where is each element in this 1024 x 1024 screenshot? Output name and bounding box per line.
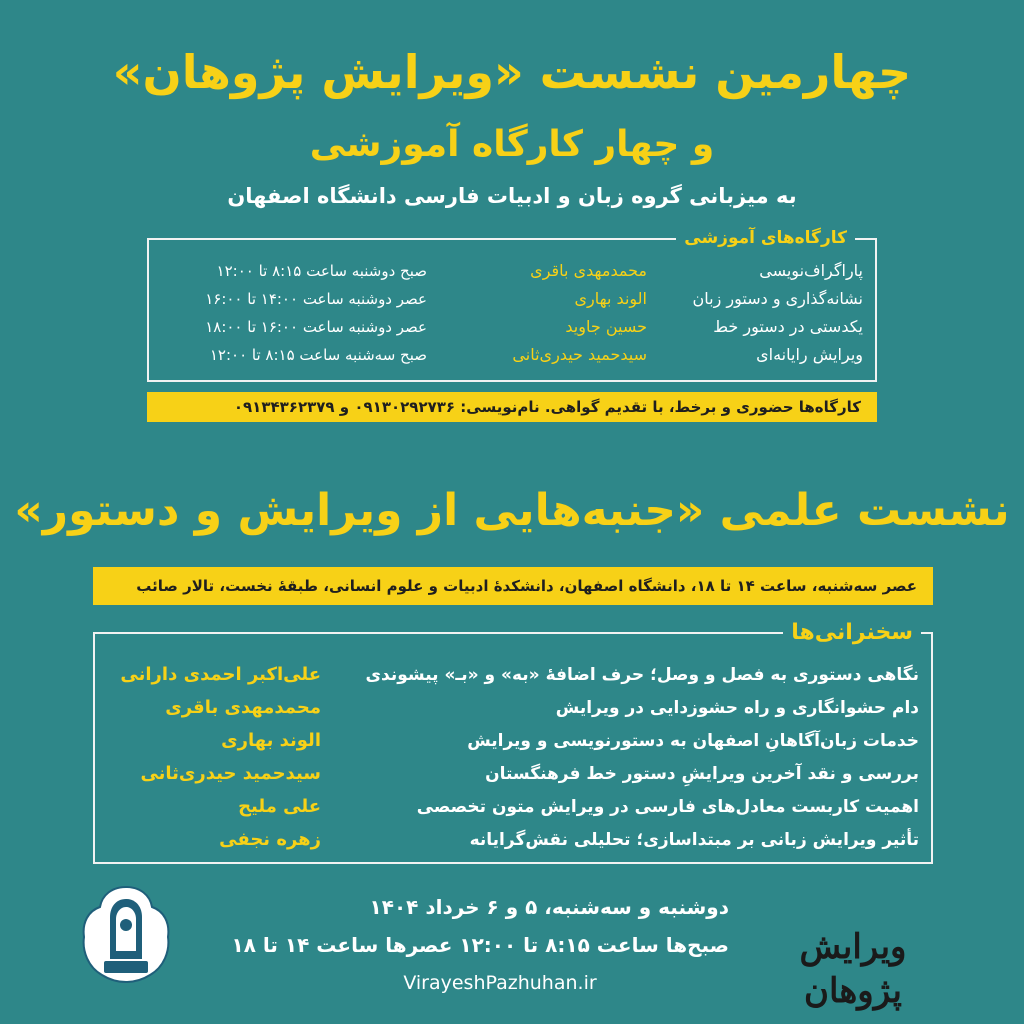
workshop-row: [149, 286, 875, 314]
workshop-time: صبح دوشنبه ساعت ۸:۱۵ تا ۱۲:۰۰: [216, 262, 427, 280]
talk-row: [95, 825, 931, 858]
workshop-row: [149, 258, 875, 286]
workshops-label: کارگاه‌های آموزشی: [676, 225, 855, 251]
workshop-time: عصر دوشنبه ساعت ۱۶:۰۰ تا ۱۸:۰۰: [205, 318, 427, 336]
session-info-bar: عصر سه‌شنبه، ساعت ۱۴ تا ۱۸، دانشگاه اصفهان، دانشکدهٔ ادبیات و علوم انسانی، طبقهٔ نخست، تالار صائب: [93, 567, 933, 605]
workshop-title: یکدستی در دستور خط: [713, 317, 863, 336]
speakers-box: [93, 620, 933, 864]
talk-row: [95, 660, 931, 693]
event-dates: دوشنبه و سه‌شنبه، ۵ و ۶ خرداد ۱۴۰۴: [369, 895, 729, 919]
workshop-title: پاراگراف‌نویسی: [759, 261, 863, 280]
main-title: چهارمین نشست «ویرایش پژوهان»: [112, 45, 912, 99]
session-title: نشست علمی «جنبه‌هایی از ویرایش و دستور»: [14, 485, 1010, 536]
workshops-box: [147, 228, 877, 382]
talk-speaker: محمدمهدی باقری: [165, 697, 321, 718]
workshop-title: ویرایش رایانه‌ای: [756, 345, 863, 364]
workshop-row: [149, 314, 875, 342]
workshop-teacher: محمدمهدی باقری: [530, 261, 647, 280]
workshop-teacher: حسین جاوید: [565, 317, 647, 336]
talk-speaker: الوند بهاری: [221, 730, 321, 751]
host-line: به میزبانی گروه زبان و ادبیات فارسی دانشگاه اصفهان: [227, 184, 797, 208]
workshop-time: عصر دوشنبه ساعت ۱۴:۰۰ تا ۱۶:۰۰: [205, 290, 427, 308]
talk-title: بررسی و نقد آخرین ویرایشِ دستور خط فرهنگستان: [485, 764, 919, 784]
workshop-teacher: الوند بهاری: [574, 289, 647, 308]
speakers-label: سخنرانی‌ها: [783, 615, 921, 651]
event-times: صبح‌ها ساعت ۸:۱۵ تا ۱۲:۰۰ عصرها ساعت ۱۴ تا ۱۸: [231, 933, 729, 957]
workshop-time: صبح سه‌شنبه ساعت ۸:۱۵ تا ۱۲:۰۰: [209, 346, 427, 364]
talk-speaker: زهره نجفی: [219, 829, 321, 850]
registration-bar: کارگاه‌ها حضوری و برخط، با تقدیم گواهی. نام‌نویسی: ۰۹۱۳۰۲۹۲۷۳۶ و ۰۹۱۳۴۳۶۲۳۷۹: [147, 392, 877, 422]
talk-title: نگاهی دستوری به فصل و وصل؛ حرف اضافهٔ «به» و «بـ» پیشوندی: [365, 665, 919, 685]
university-seal-icon: [80, 885, 172, 983]
talk-title: اهمیت کاربست معادل‌های فارسی در ویرایش متون تخصصی: [416, 797, 919, 817]
talk-title: خدمات زبان‌آگاهانِ اصفهان به دستورنویسی و ویرایش: [467, 731, 919, 751]
talk-title: تأثیر ویرایش زبانی بر مبتداسازی؛ تحلیلی نقش‌گرایانه: [469, 830, 919, 850]
website-link[interactable]: VirayeshPazhuhan.ir: [403, 972, 597, 994]
workshops-list: [149, 258, 875, 370]
workshop-teacher: سیدحمید حیدری‌ثانی: [512, 345, 647, 364]
talk-speaker: علی‌اکبر احمدی دارانی: [120, 664, 321, 685]
talk-row: [95, 693, 931, 726]
workshop-row: [149, 342, 875, 370]
talks-list: [95, 660, 931, 858]
talk-speaker: علی ملیح: [238, 796, 321, 817]
talk-row: [95, 726, 931, 759]
talk-row: [95, 792, 931, 825]
main-subtitle: و چهار کارگاه آموزشی: [309, 124, 715, 165]
virayesh-pazhuhan-logo: ویرایش پژوهان: [799, 927, 907, 1011]
talk-speaker: سیدحمید حیدری‌ثانی: [140, 763, 321, 784]
talk-title: دام حشوانگاری و راه حشوزدایی در ویرایش: [555, 698, 919, 718]
talk-row: [95, 759, 931, 792]
workshop-title: نشانه‌گذاری و دستور زبان: [692, 289, 863, 308]
